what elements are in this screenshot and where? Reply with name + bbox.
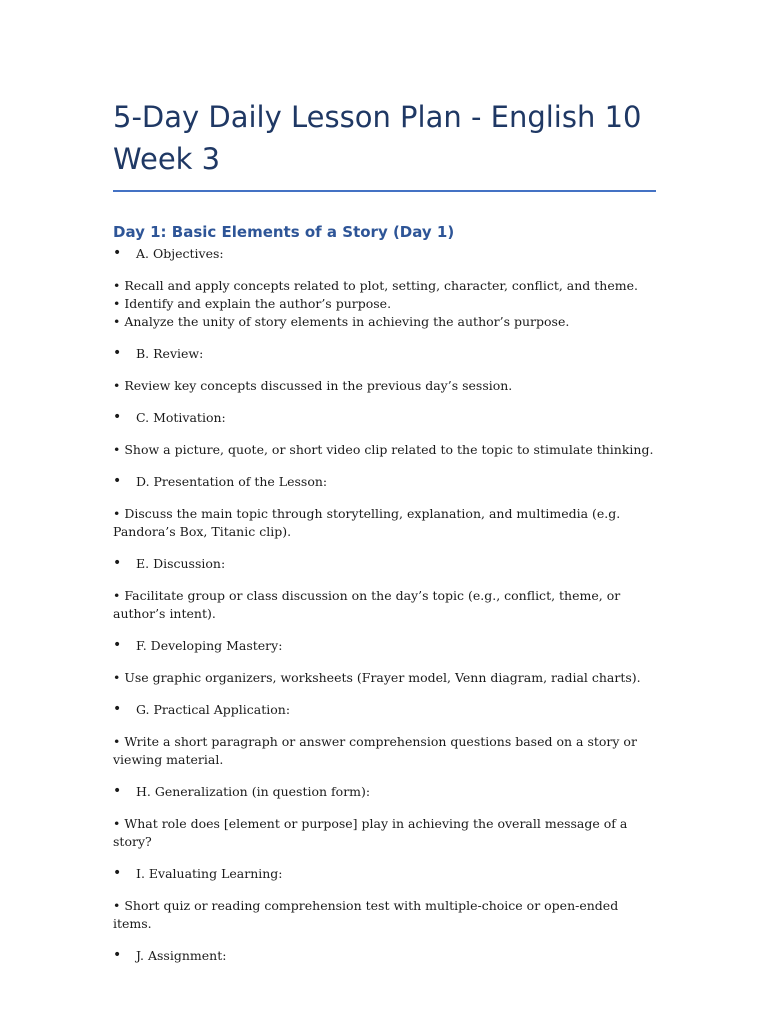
section-label-text: F. Developing Mastery: bbox=[136, 638, 283, 653]
section-label bbox=[113, 245, 656, 263]
section-details bbox=[113, 815, 656, 851]
bullet-icon: • bbox=[113, 555, 122, 571]
detail-line: • Recall and apply concepts related to plot, setting, character, conflict, and theme. bbox=[113, 278, 638, 293]
section-label-text: I. Evaluating Learning: bbox=[136, 866, 283, 881]
bullet-icon: • bbox=[113, 473, 122, 489]
section-label-text: H. Generalization (in question form): bbox=[136, 784, 371, 799]
bullet-icon: • bbox=[113, 245, 122, 261]
detail-line: • Use graphic organizers, worksheets (Frayer model, Venn diagram, radial charts). bbox=[113, 670, 641, 685]
section-details bbox=[113, 277, 656, 331]
section-label bbox=[113, 783, 656, 801]
bullet-icon: • bbox=[113, 345, 122, 361]
detail-line: • Show a picture, quote, or short video clip related to the topic to stimulate thinking. bbox=[113, 442, 654, 457]
section-label bbox=[113, 345, 656, 363]
bullet-icon: • bbox=[113, 947, 122, 963]
title-line-2: Week 3 bbox=[113, 142, 221, 176]
section-label-text: A. Objectives: bbox=[136, 246, 224, 261]
section-label bbox=[113, 473, 656, 491]
section-label-text: B. Review: bbox=[136, 346, 204, 361]
lesson-section bbox=[113, 947, 656, 965]
section-details bbox=[113, 587, 656, 623]
lesson-section bbox=[113, 245, 656, 331]
lesson-section bbox=[113, 473, 656, 541]
document-title bbox=[113, 96, 656, 180]
section-details bbox=[113, 377, 656, 395]
day-1-heading: Day 1: Basic Elements of a Story (Day 1) bbox=[113, 223, 455, 241]
title-line-1: 5-Day Daily Lesson Plan - English 10 bbox=[113, 100, 642, 134]
lesson-section bbox=[113, 555, 656, 623]
section-label bbox=[113, 701, 656, 719]
detail-line: • Review key concepts discussed in the previous day’s session. bbox=[113, 378, 513, 393]
section-details bbox=[113, 669, 656, 687]
day-1-sections bbox=[113, 245, 656, 965]
title-underline bbox=[113, 190, 656, 192]
section-label bbox=[113, 637, 656, 655]
detail-line: • Short quiz or reading comprehension test with multiple-choice or open-ended items. bbox=[113, 898, 619, 931]
detail-line: • Analyze the unity of story elements in achieving the author’s purpose. bbox=[113, 314, 570, 329]
bullet-icon: • bbox=[113, 637, 122, 653]
section-label bbox=[113, 865, 656, 883]
section-label-text: C. Motivation: bbox=[136, 410, 226, 425]
section-label bbox=[113, 409, 656, 427]
document-page bbox=[113, 0, 656, 965]
section-label bbox=[113, 555, 656, 573]
detail-line: • Discuss the main topic through storytelling, explanation, and multimedia (e.g. Pandora’s Box, Titanic clip). bbox=[113, 506, 621, 539]
lesson-section bbox=[113, 409, 656, 459]
section-details bbox=[113, 733, 656, 769]
lesson-section bbox=[113, 865, 656, 933]
section-details bbox=[113, 441, 656, 459]
lesson-section bbox=[113, 345, 656, 395]
section-details bbox=[113, 505, 656, 541]
section-label-text: G. Practical Application: bbox=[136, 702, 291, 717]
section-label-text: E. Discussion: bbox=[136, 556, 226, 571]
section-label-text: J. Assignment: bbox=[136, 948, 227, 963]
bullet-icon: • bbox=[113, 701, 122, 717]
detail-line: • Identify and explain the author’s purpose. bbox=[113, 296, 392, 311]
bullet-icon: • bbox=[113, 865, 122, 881]
section-details bbox=[113, 897, 656, 933]
detail-line: • Facilitate group or class discussion on the day’s topic (e.g., conflict, theme, or author’s intent). bbox=[113, 588, 621, 621]
section-label bbox=[113, 947, 656, 965]
detail-line: • Write a short paragraph or answer comprehension questions based on a story or viewing material. bbox=[113, 734, 637, 767]
bullet-icon: • bbox=[113, 409, 122, 425]
section-label-text: D. Presentation of the Lesson: bbox=[136, 474, 328, 489]
lesson-section bbox=[113, 783, 656, 851]
lesson-section bbox=[113, 701, 656, 769]
lesson-section bbox=[113, 637, 656, 687]
bullet-icon: • bbox=[113, 783, 122, 799]
detail-line: • What role does [element or purpose] play in achieving the overall message of a story? bbox=[113, 816, 628, 849]
